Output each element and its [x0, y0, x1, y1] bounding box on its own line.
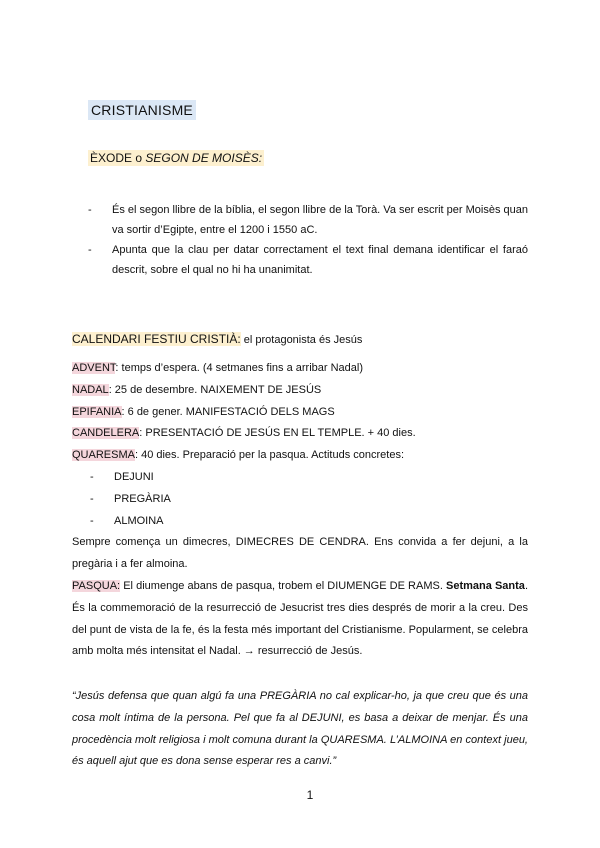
- practice-label: ALMOINA: [114, 514, 164, 527]
- list-item: [72, 511, 528, 533]
- entry-label: PASQUA:: [72, 579, 121, 592]
- list-item: [88, 240, 528, 280]
- entry-text: : 40 dies. Preparació per la pasqua. Actituds concretes:: [134, 449, 405, 462]
- bullet-text: És el segon llibre de la bíblia, el segon llibre de la Torà. Va ser escrit per Moisès quan va sortir d’Egipte, entre el 1200 i 1550 aC.: [112, 204, 528, 236]
- practice-label: PREGÀRIA: [114, 492, 171, 505]
- calendar-entry-advent: [72, 358, 528, 380]
- document-title: CRISTIANISME: [88, 100, 196, 120]
- dash-marker: -: [90, 470, 94, 483]
- section-subtitle: [88, 150, 264, 166]
- pasqua-text-1: El diumenge abans de pasqua, trobem el DIUMENGE DE RAMS.: [120, 579, 446, 592]
- entry-text: : temps d’espera. (4 setmanes fins a arribar Nadal): [115, 362, 364, 374]
- dash-marker: -: [88, 204, 92, 216]
- dash-marker: -: [90, 492, 94, 505]
- calendar-entry-epifania: [72, 402, 528, 424]
- calendar-heading-rest: el protagonista és Jesús: [240, 334, 363, 346]
- practice-label: DEJUNI: [114, 470, 154, 483]
- list-item: [88, 200, 528, 240]
- calendar-entry-pasqua: [72, 576, 528, 663]
- bullet-text: Apunta que la clau per datar correctament el text final demana identificar el faraó descrit, sobre el qual no hi ha unanimitat.: [112, 244, 528, 276]
- calendar-entry-candelera: [72, 423, 528, 445]
- subtitle-part2: SEGON DE MOISÈS:: [145, 151, 263, 165]
- entry-label: CANDELERA: [72, 427, 140, 440]
- dash-marker: -: [90, 514, 94, 527]
- entry-text: : 25 de desembre. NAIXEMENT DE JESÚS: [108, 383, 322, 396]
- subtitle-part1: ÈXODE o: [90, 151, 146, 165]
- calendar-heading: [72, 332, 362, 346]
- quote-paragraph: “Jesús defensa que quan algú fa una PREGÀRIA no cal explicar-ho, ja que creu que és una cosa molt íntima de la persona. Pel que fa al DEJUNI, es basa a deixar de menjar. És una procedència molt religiosa i molt comuna durant la QUARESMA. L’ALMOINA en context jueu, és aquell ajut que es dona sense esperar res a canvi.”: [72, 690, 528, 768]
- entry-text: : PRESENTACIÓ DE JESÚS EN EL TEMPLE. + 40 dies.: [139, 427, 416, 440]
- bullet-list: [88, 200, 528, 280]
- calendar-entry-nadal: [72, 380, 528, 402]
- calendar-entry-quaresma: [72, 445, 528, 467]
- calendar-list: [72, 358, 528, 663]
- calendar-heading-label: CALENDARI FESTIU CRISTIÀ:: [72, 332, 241, 346]
- pasqua-bold-text: Setmana Santa: [446, 579, 525, 592]
- list-item: [72, 467, 528, 489]
- entry-text: : 6 de gener. MANIFESTACIÓ DELS MAGS: [121, 405, 335, 418]
- entry-label: NADAL: [72, 383, 109, 396]
- cendra-paragraph: Sempre comença un dimecres, DIMECRES DE CENDRA. Ens convida a fer dejuni, a la pregària i a fer almoina.: [72, 536, 528, 571]
- entry-label: QUARESMA: [72, 449, 135, 462]
- entry-label: ADVENT: [72, 362, 116, 374]
- entry-label: EPIFANIA: [72, 405, 122, 418]
- pasqua-text-2: . És la commemoració de la resurrecció de Jesucrist tres dies després de morir a la creu. Des del punt de vista de la fe, és la festa més important del Cristianisme. Popularment, se celebra amb molta més intensitat el Nadal. → resurrecció de Jesús.: [72, 579, 528, 658]
- list-item: [72, 489, 528, 511]
- page-number: 1: [306, 788, 314, 802]
- dash-marker: -: [88, 244, 92, 256]
